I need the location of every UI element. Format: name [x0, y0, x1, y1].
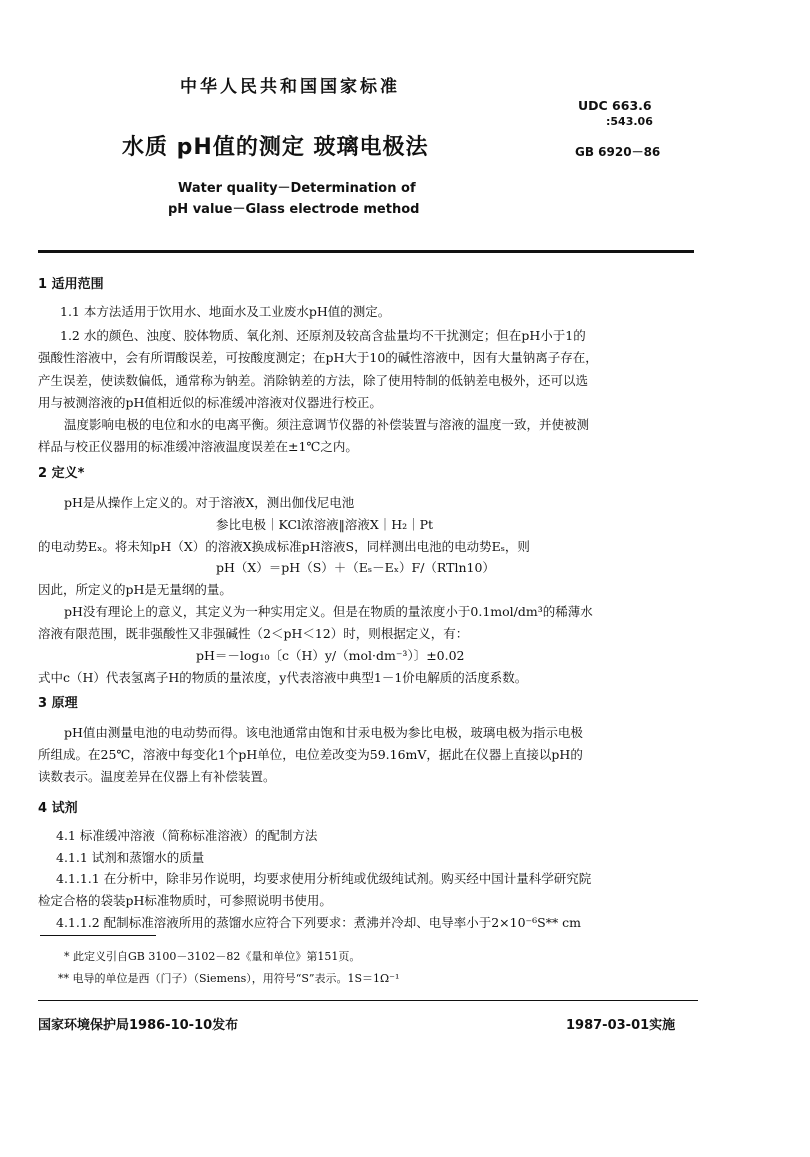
clause-1-1: 1.1 本方法适用于饮用水、地面水及工业废水pH值的测定。	[60, 304, 391, 319]
clause-4-1: 4.1 标准缓冲溶液（简称标准溶液）的配制方法	[56, 828, 318, 843]
title-english-line2: pH value－Glass electrode method	[168, 202, 420, 217]
footnote-divider	[40, 935, 156, 936]
definition-line3: 的电动势Eₓ。将未知pH（X）的溶液X换成标准pH溶液S，同样测出电池的电动势Eₛ，则	[38, 539, 530, 554]
section-1-heading: 1 适用范围	[38, 277, 104, 292]
udc-number-sub: :543.06	[606, 115, 653, 128]
clause-4-1-1-2: 4.1.1.2 配制标准溶液所用的蒸馏水应符合下列要求：煮沸并冷却、电导率小于2×10⁻⁶S** cm	[56, 915, 582, 930]
footnote-2: ** 电导的单位是西（门子）（Siemens），用符号“S”表示。1S＝1Ω⁻¹	[58, 972, 400, 985]
principle-line2: 所组成。在25℃，溶液中每变化1个pH单位，电位差改变为59.16mV，据此在仪器上直接以pH的	[38, 747, 583, 762]
clause-1-2-line1: 1.2 水的颜色、浊度、胶体物质、氧化剂、还原剂及较高含盐量均不干扰测定；但在pH小于1的	[60, 328, 586, 343]
clause-1-2-line2: 强酸性溶液中，会有所谓酸误差，可按酸度测定；在pH大于10的碱性溶液中，因有大量钠离子存在，	[38, 350, 598, 365]
clause-1-2-line4: 用与被测溶液的pH值相近似的标准缓冲溶液对仪器进行校正。	[38, 395, 382, 410]
definition-line9: 式中c（H）代表氢离子H的物质的量浓度，y代表溶液中典型1－1价电解质的活度系数。	[38, 670, 528, 685]
issue-date: 国家环境保护局1986-10-10发布	[38, 1018, 239, 1033]
principle-line3: 读数表示。温度差异在仪器上有补偿装置。	[38, 769, 276, 784]
gb-number: GB 6920－86	[575, 145, 661, 159]
clause-1-3-line1: 温度影响电极的电位和水的电离平衡。须注意调节仪器的补偿装置与溶液的温度一致，并使被测	[64, 417, 590, 432]
ph-formula: pH（X）＝pH（S）＋（Eₛ－Eₓ）F/（RTln10）	[216, 560, 495, 575]
definition-line1: pH是从操作上定义的。对于溶液X，测出伽伐尼电池	[64, 495, 355, 510]
clause-4-1-1: 4.1.1 试剂和蒸馏水的质量	[56, 850, 205, 865]
section-3-heading: 3 原理	[38, 696, 78, 711]
ph-activity-formula: pH＝－log₁₀〔c（H）y/（mol·dm⁻³）〕±0.02	[196, 648, 465, 663]
udc-number: UDC 663.6	[578, 98, 652, 113]
principle-line1: pH值由测量电池的电动势而得。该电池通常由饱和甘汞电极为参比电极，玻璃电极为指示电极	[64, 725, 583, 740]
definition-line7: 溶液有限范围，既非强酸性又非强碱性（2＜pH＜12）时，则根据定义，有：	[38, 626, 469, 641]
title-english-line1: Water quality－Determination of	[178, 181, 416, 196]
clause-4-1-1-1-line1: 4.1.1.1 在分析中，除非另作说明，均要求使用分析纯或优级纯试剂。购买经中国计量科学研究院	[56, 871, 592, 886]
cell-notation: 参比电极｜KCl浓溶液‖溶液X｜H₂｜Pt	[216, 517, 434, 532]
clause-1-3-line2: 样品与校正仪器用的标准缓冲溶液温度误差在±1℃之内。	[38, 439, 358, 454]
header-divider	[38, 250, 694, 253]
effective-date: 1987-03-01实施	[566, 1018, 676, 1033]
clause-4-1-1-1-line2: 检定合格的袋装pH标准物质时，可参照说明书使用。	[38, 893, 332, 908]
section-2-heading: 2 定义*	[38, 466, 85, 481]
section-4-heading: 4 试剂	[38, 801, 78, 816]
definition-line5: 因此，所定义的pH是无量纲的量。	[38, 582, 232, 597]
footnote-1: * 此定义引自GB 3100－3102－82《量和单位》第151页。	[64, 950, 361, 963]
clause-1-2-line3: 产生误差，使读数偏低，通常称为钠差。消除钠差的方法，除了使用特制的低钠差电极外，还可以选	[38, 373, 589, 388]
footer-divider	[38, 1000, 698, 1001]
standard-name: 中华人民共和国国家标准	[180, 77, 400, 97]
page-title: 水质 pH值的测定 玻璃电极法	[122, 135, 429, 160]
definition-line6: pH没有理论上的意义，其定义为一种实用定义。但是在物质的量浓度小于0.1mol/dm³的稀薄水	[64, 604, 593, 619]
